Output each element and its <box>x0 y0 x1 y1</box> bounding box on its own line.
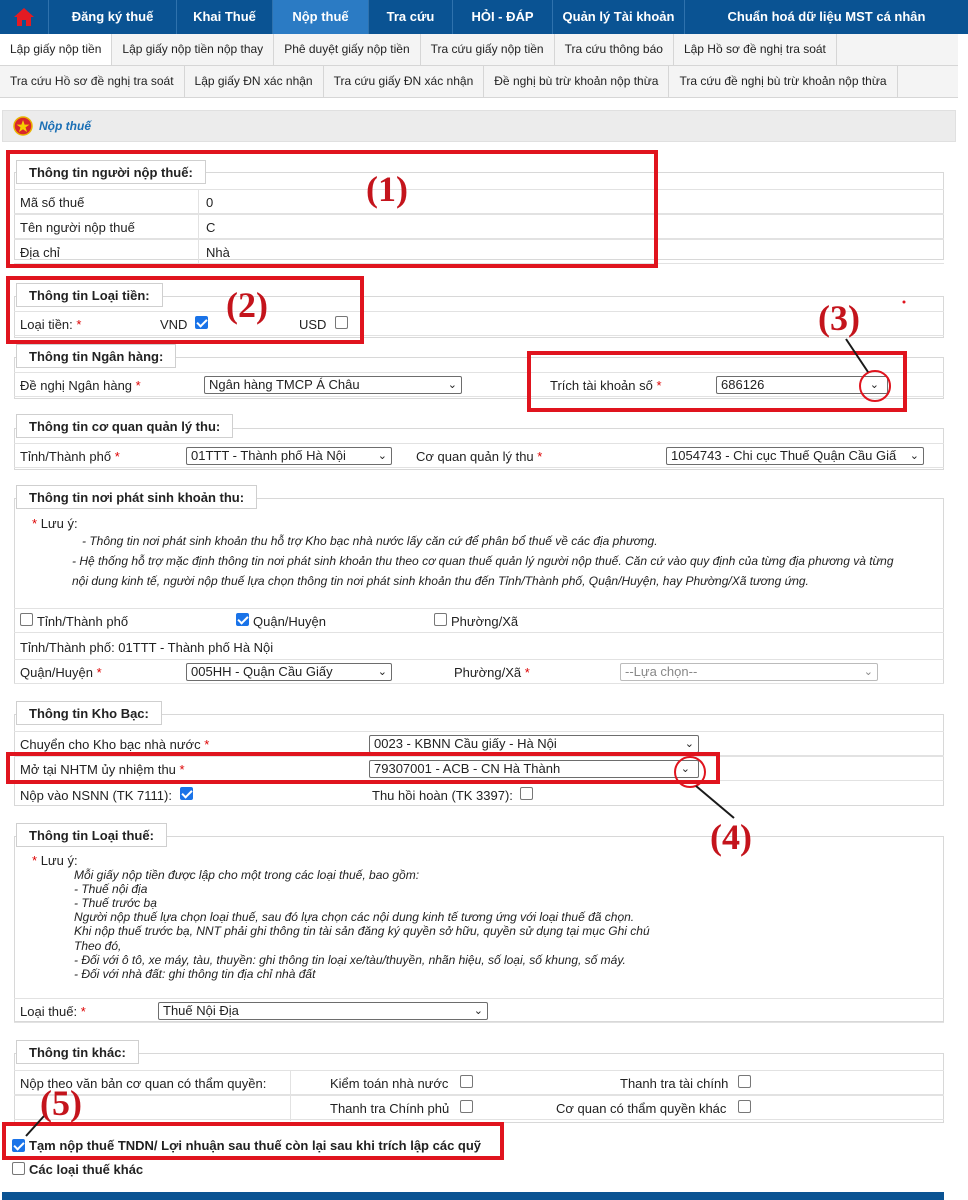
chevron-down-icon: ⌄ <box>473 1005 483 1017</box>
account-select[interactable]: 686126 ⌄ <box>716 376 888 394</box>
other-label: Nộp theo văn bản cơ quan có thẩm quyền: <box>20 1076 267 1091</box>
kb-label: Chuyển cho Kho bạc nhà nước * <box>20 737 210 752</box>
name-value: C <box>206 220 216 235</box>
currency-label: Loại tiền: * <box>20 317 82 332</box>
chevron-down-icon: ⌄ <box>377 450 387 462</box>
district-cb-label: Quận/Huyện <box>253 614 326 629</box>
nav-khai-thue[interactable]: Khai Thuế <box>176 0 272 34</box>
treasury-legend: Thông tin Kho Bạc: <box>16 701 162 725</box>
submenu-lap-ho-so-tra-soat[interactable]: Lập Hồ sơ đề nghị tra soát <box>674 34 837 65</box>
submenu-lap-giay-nop-tien[interactable]: Lập giấy nộp tiền <box>0 34 112 65</box>
taxtype-note-line: Người nộp thuế lựa chọn loại thuế, sau đó lựa chọn các nội dung kinh tế tương ứng với loại thuế đã chọn. <box>74 910 635 924</box>
chevron-down-icon: ⌄ <box>909 450 919 462</box>
taxtype-note-title: * Lưu ý: <box>32 853 78 868</box>
taxtype-note-line: - Đối với nhà đất: ghi thông tin địa chỉ nhà đất <box>74 967 316 981</box>
name-label: Tên người nộp thuế <box>20 220 135 235</box>
currency-legend: Thông tin Loại tiền: <box>16 283 163 307</box>
bank-select[interactable]: Ngân hàng TMCP Á Châu ⌄ <box>204 376 462 394</box>
chevron-down-icon: ⌄ <box>684 738 694 750</box>
origin-legend: Thông tin nơi phát sinh khoản thu: <box>16 485 257 509</box>
marker-2: (2) <box>226 285 268 325</box>
origin-note-1: - Thông tin nơi phát sinh khoản thu hỗ trợ Kho bạc nhà nước lấy căn cứ để phân bổ thuế về các địa phương. <box>82 534 658 548</box>
nav-quan-ly-tai-khoan[interactable]: Quản lý Tài khoản <box>552 0 684 34</box>
origin-note-2: - Hệ thống hỗ trợ mặc định thông tin nơi phát sinh khoản thu theo cơ quan thuế quản lý người nộp thuế. Căn cứ vào quy định của từng địa phương và từng <box>72 554 894 568</box>
nav-chuan-hoa-du-lieu[interactable]: Chuẩn hoá dữ liệu MST cá nhân <box>684 0 968 34</box>
submenu-de-nghi-bu-tru[interactable]: Đề nghị bù trừ khoản nộp thừa <box>484 66 669 97</box>
taxpayer-legend: Thông tin người nộp thuế: <box>16 160 206 184</box>
ward-select[interactable]: --Lựa chọn-- ⌄ <box>620 663 878 681</box>
submenu-lap-giay-nop-thay[interactable]: Lập giấy nộp tiền nộp thay <box>112 34 274 65</box>
chevron-down-icon: ⌄ <box>377 666 387 678</box>
ward-label: Phường/Xã * <box>454 665 530 680</box>
ward-cb-label: Phường/Xã <box>451 614 519 629</box>
thanh-tra-tc-label: Thanh tra tài chính <box>620 1076 729 1091</box>
mst-value: 0 <box>206 195 214 210</box>
marker-3: (3) <box>818 298 860 338</box>
tndn-label: Tạm nộp thuế TNDN/ Lợi nhuận sau thuế còn lại sau khi trích lập các quỹ <box>29 1138 482 1153</box>
province-text: Tỉnh/Thành phố: 01TTT - Thành phố Hà Nội <box>20 640 274 655</box>
marker-4: (4) <box>710 817 752 857</box>
addr-label: Địa chỉ <box>20 245 60 260</box>
taxtype-label: Loại thuế: * <box>20 1004 86 1019</box>
taxtype-note-line: Mỗi giấy nộp tiền được lập cho một trong các loại thuế, bao gồm: <box>74 868 420 882</box>
submenu-phe-duyet[interactable]: Phê duyệt giấy nộp tiền <box>274 34 420 65</box>
agency-label: Cơ quan quản lý thu * <box>416 449 543 464</box>
district-label: Quận/Huyện * <box>20 665 102 680</box>
nav-nop-thue[interactable]: Nộp thuế <box>272 0 368 34</box>
agency-select[interactable]: 1054743 - Chi cục Thuế Quận Cầu Giấ ⌄ <box>666 447 924 465</box>
chevron-down-icon[interactable]: ⌄ <box>869 379 879 391</box>
submenu-tra-cuu-thong-bao[interactable]: Tra cứu thông báo <box>555 34 674 65</box>
other-legend: Thông tin khác: <box>16 1040 139 1064</box>
nav-dang-ky-thue[interactable]: Đăng ký thuế <box>48 0 176 34</box>
taxtype-note-line: - Thuế trước bạ <box>74 896 157 910</box>
breadcrumb-title: Nộp thuế <box>39 119 91 133</box>
submenu-lap-giay-dn[interactable]: Lập giấy ĐN xác nhận <box>185 66 324 97</box>
bank-legend: Thông tin Ngân hàng: <box>16 344 176 368</box>
taxtype-note-line: Theo đó, <box>74 939 122 953</box>
nhtm-label: Mở tại NHTM ủy nhiệm thu * <box>20 762 185 777</box>
kiem-toan-label: Kiểm toán nhà nước <box>330 1076 449 1091</box>
marker-5: (5) <box>40 1083 82 1123</box>
district-select[interactable]: 005HH - Quận Cầu Giấy ⌄ <box>186 663 392 681</box>
thanh-tra-cp-label: Thanh tra Chính phủ <box>330 1101 450 1116</box>
co-quan-khac-label: Cơ quan có thẩm quyền khác <box>556 1101 727 1116</box>
province-select[interactable]: 01TTT - Thành phố Hà Nội ⌄ <box>186 447 392 465</box>
thuhoi-label: Thu hồi hoàn (TK 3397): <box>372 788 513 803</box>
chevron-down-icon: ⌄ <box>447 379 457 391</box>
submenu-tra-cuu-giay[interactable]: Tra cứu giấy nộp tiền <box>421 34 555 65</box>
nsnn-label: Nộp vào NSNN (TK 7111): <box>20 788 172 803</box>
taxtype-note-line: - Đối với ô tô, xe máy, tàu, thuyền: ghi thông tin loại xe/tàu/thuyền, nhãn hiệu, số loại, số khung, số máy. <box>74 953 626 967</box>
origin-note-3: nội dung kinh tế, người nộp thuế lựa chọn thông tin nơi phát sinh khoản thu đến Tỉnh/Thành phố, Quận/Huyện, hay Phường/Xã tương ứng. <box>72 574 809 588</box>
marker-1: (1) <box>366 169 408 209</box>
origin-note-title: * Lưu ý: <box>32 516 78 531</box>
chevron-down-icon[interactable]: ⌄ <box>680 763 690 775</box>
taxtype-note-line: Khi nộp thuế trước bạ, NNT phải ghi thông tin tài sản đăng ký quyền sở hữu, quyền sử dụng tại mục Ghi chú <box>74 924 650 938</box>
submenu-tra-cuu-ho-so[interactable]: Tra cứu Hồ sơ đề nghị tra soát <box>0 66 185 97</box>
nav-tra-cuu[interactable]: Tra cứu <box>368 0 452 34</box>
nhtm-select[interactable]: 79307001 - ACB - CN Hà Thành ⌄ <box>369 760 699 778</box>
submenu-tra-cuu-bu-tru[interactable]: Tra cứu đề nghị bù trừ khoản nộp thừa <box>669 66 897 97</box>
account-label: Trích tài khoản số * <box>550 378 662 393</box>
kb-select[interactable]: 0023 - KBNN Cầu giấy - Hà Nội ⌄ <box>369 735 699 753</box>
taxtype-note-line: - Thuế nội địa <box>74 882 148 896</box>
chevron-down-icon: ⌄ <box>863 666 873 678</box>
taxtype-legend: Thông tin Loại thuế: <box>16 823 167 847</box>
agency-legend: Thông tin cơ quan quản lý thu: <box>16 414 233 438</box>
taxtype-select[interactable]: Thuế Nội Địa ⌄ <box>158 1002 488 1020</box>
vnd-label: VND <box>160 317 188 332</box>
mst-label: Mã số thuế <box>20 195 85 210</box>
usd-label: USD <box>299 317 327 332</box>
bank-label: Đề nghị Ngân hàng * <box>20 378 141 393</box>
province-label: Tỉnh/Thành phố * <box>20 449 120 464</box>
addr-value: Nhà <box>206 245 230 260</box>
other-tax-label: Các loại thuế khác <box>29 1162 144 1177</box>
submenu-tra-cuu-giay-dn[interactable]: Tra cứu giấy ĐN xác nhận <box>324 66 485 97</box>
province-cb-label: Tỉnh/Thành phố <box>37 614 129 629</box>
nav-hoi-dap[interactable]: HỎI - ĐÁP <box>452 0 552 34</box>
